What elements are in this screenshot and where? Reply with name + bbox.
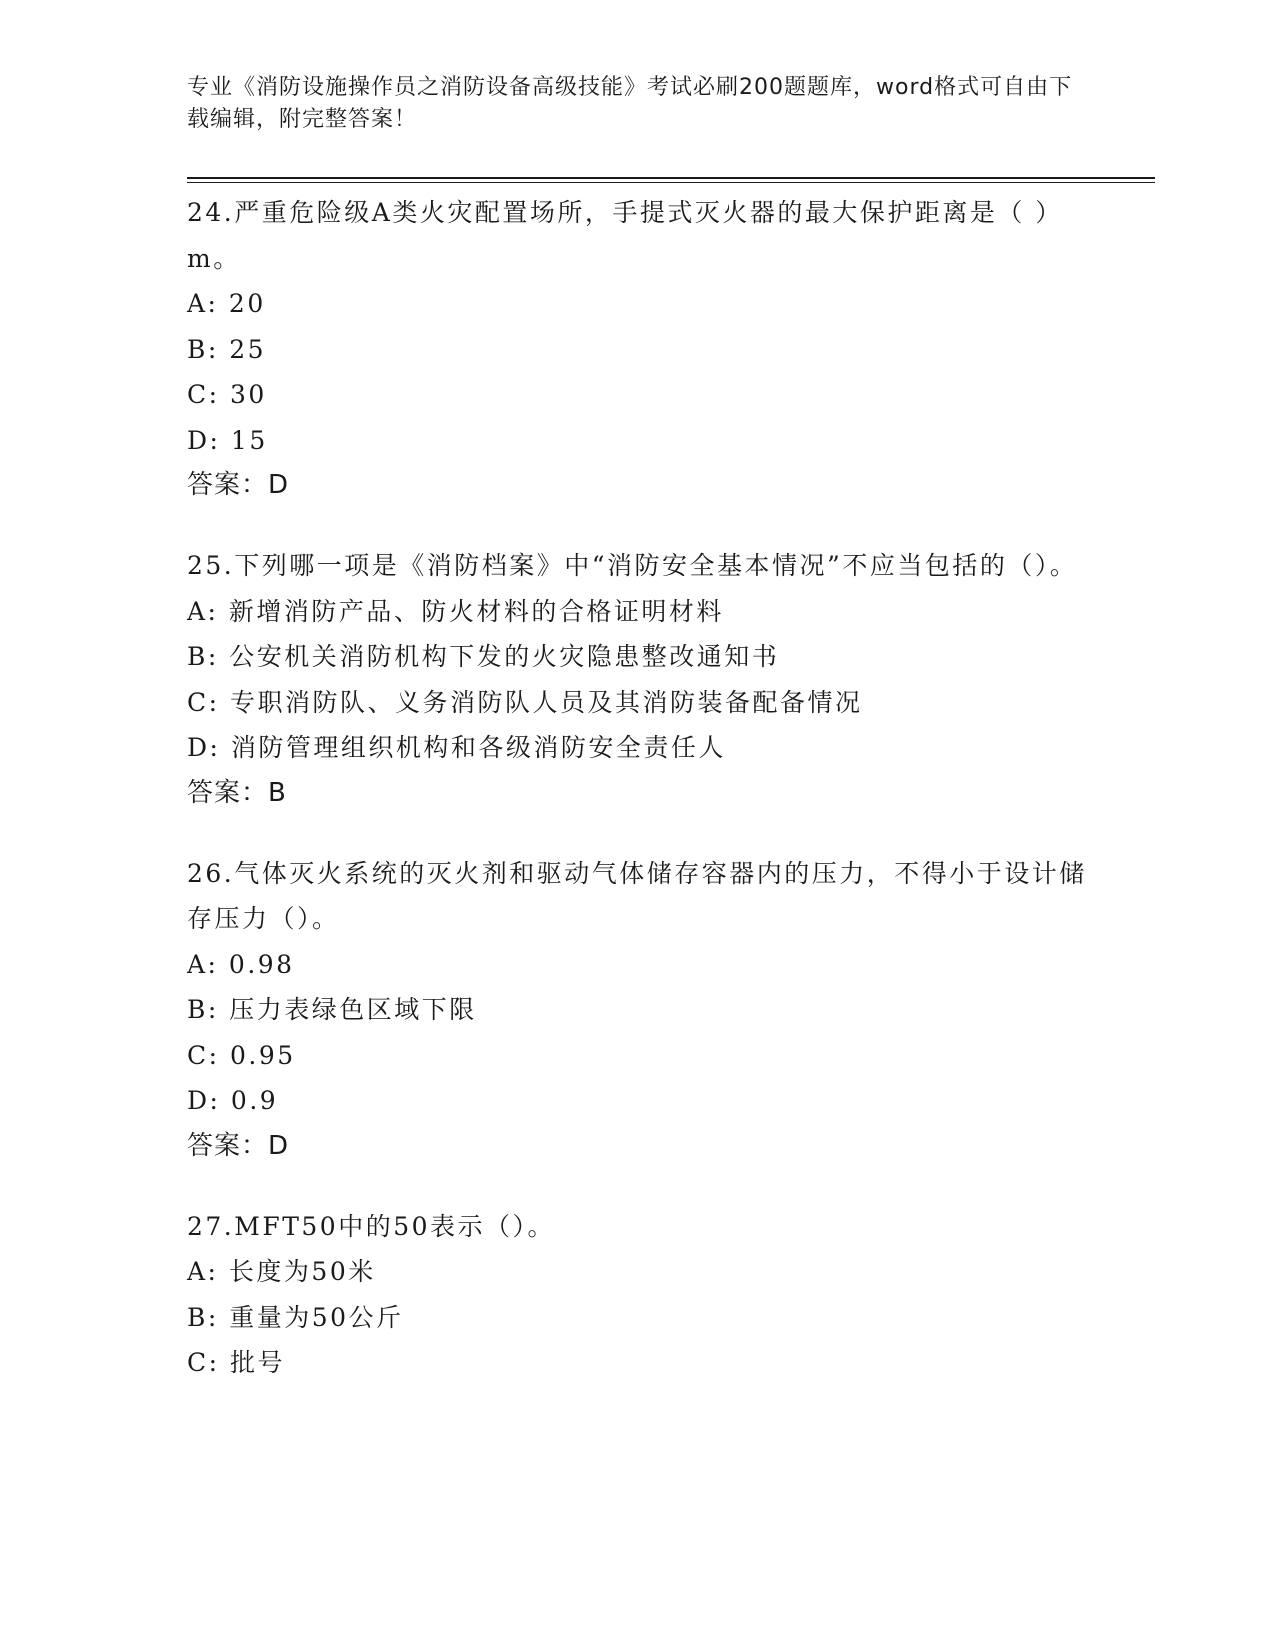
option-d: D: 0.9	[187, 1086, 279, 1115]
question-list	[187, 190, 1087, 1422]
question-24	[187, 190, 1087, 507]
option-a: A: 20	[187, 289, 266, 318]
question-text: 25.下列哪一项是《消防档案》中“消防安全基本情况”不应当包括的（）。	[187, 551, 1078, 580]
option-a: A: 新增消防产品、防火材料的合格证明材料	[187, 596, 724, 626]
option-d: D: 15	[187, 425, 268, 455]
question-26	[187, 851, 1087, 1168]
option-a: A: 长度为50米	[187, 1257, 376, 1286]
option-b: B: 公安机关消防机构下发的火灾隐患整改通知书	[187, 642, 780, 671]
option-c: C: 专职消防队、义务消防队人员及其消防装备配备情况	[187, 687, 863, 717]
option-c: C: 批号	[187, 1348, 285, 1377]
answer: 答案：B	[187, 777, 287, 808]
question-text: 24.严重危险级A类火灾配置场所，手提式灭火器的最大保护距离是（ ）m。	[187, 198, 1063, 273]
option-c: C: 0.95	[187, 1040, 296, 1070]
question-25	[187, 543, 1087, 815]
option-c: C: 30	[187, 380, 267, 409]
header-divider-thin	[187, 182, 1155, 183]
question-27	[187, 1204, 1087, 1386]
option-d: D: 消防管理组织机构和各级消防安全责任人	[187, 733, 726, 762]
option-b: B: 重量为50公斤	[187, 1302, 404, 1332]
option-b: B: 25	[187, 334, 267, 364]
question-text: 27.MFT50中的50表示（）。	[187, 1211, 556, 1241]
header-divider-thick	[187, 177, 1155, 179]
answer: 答案：D	[187, 1130, 290, 1161]
option-b: B: 压力表绿色区域下限	[187, 995, 477, 1024]
question-text: 26.气体灭火系统的灭火剂和驱动气体储存容器内的压力，不得小于设计储存压力（）。	[187, 858, 1087, 933]
document-header: 专业《消防设施操作员之消防设备高级技能》考试必刷200题题库，word格式可自由下载编辑，附完整答案！	[187, 75, 1073, 132]
answer: 答案：D	[187, 470, 290, 500]
option-a: A: 0.98	[187, 949, 295, 979]
